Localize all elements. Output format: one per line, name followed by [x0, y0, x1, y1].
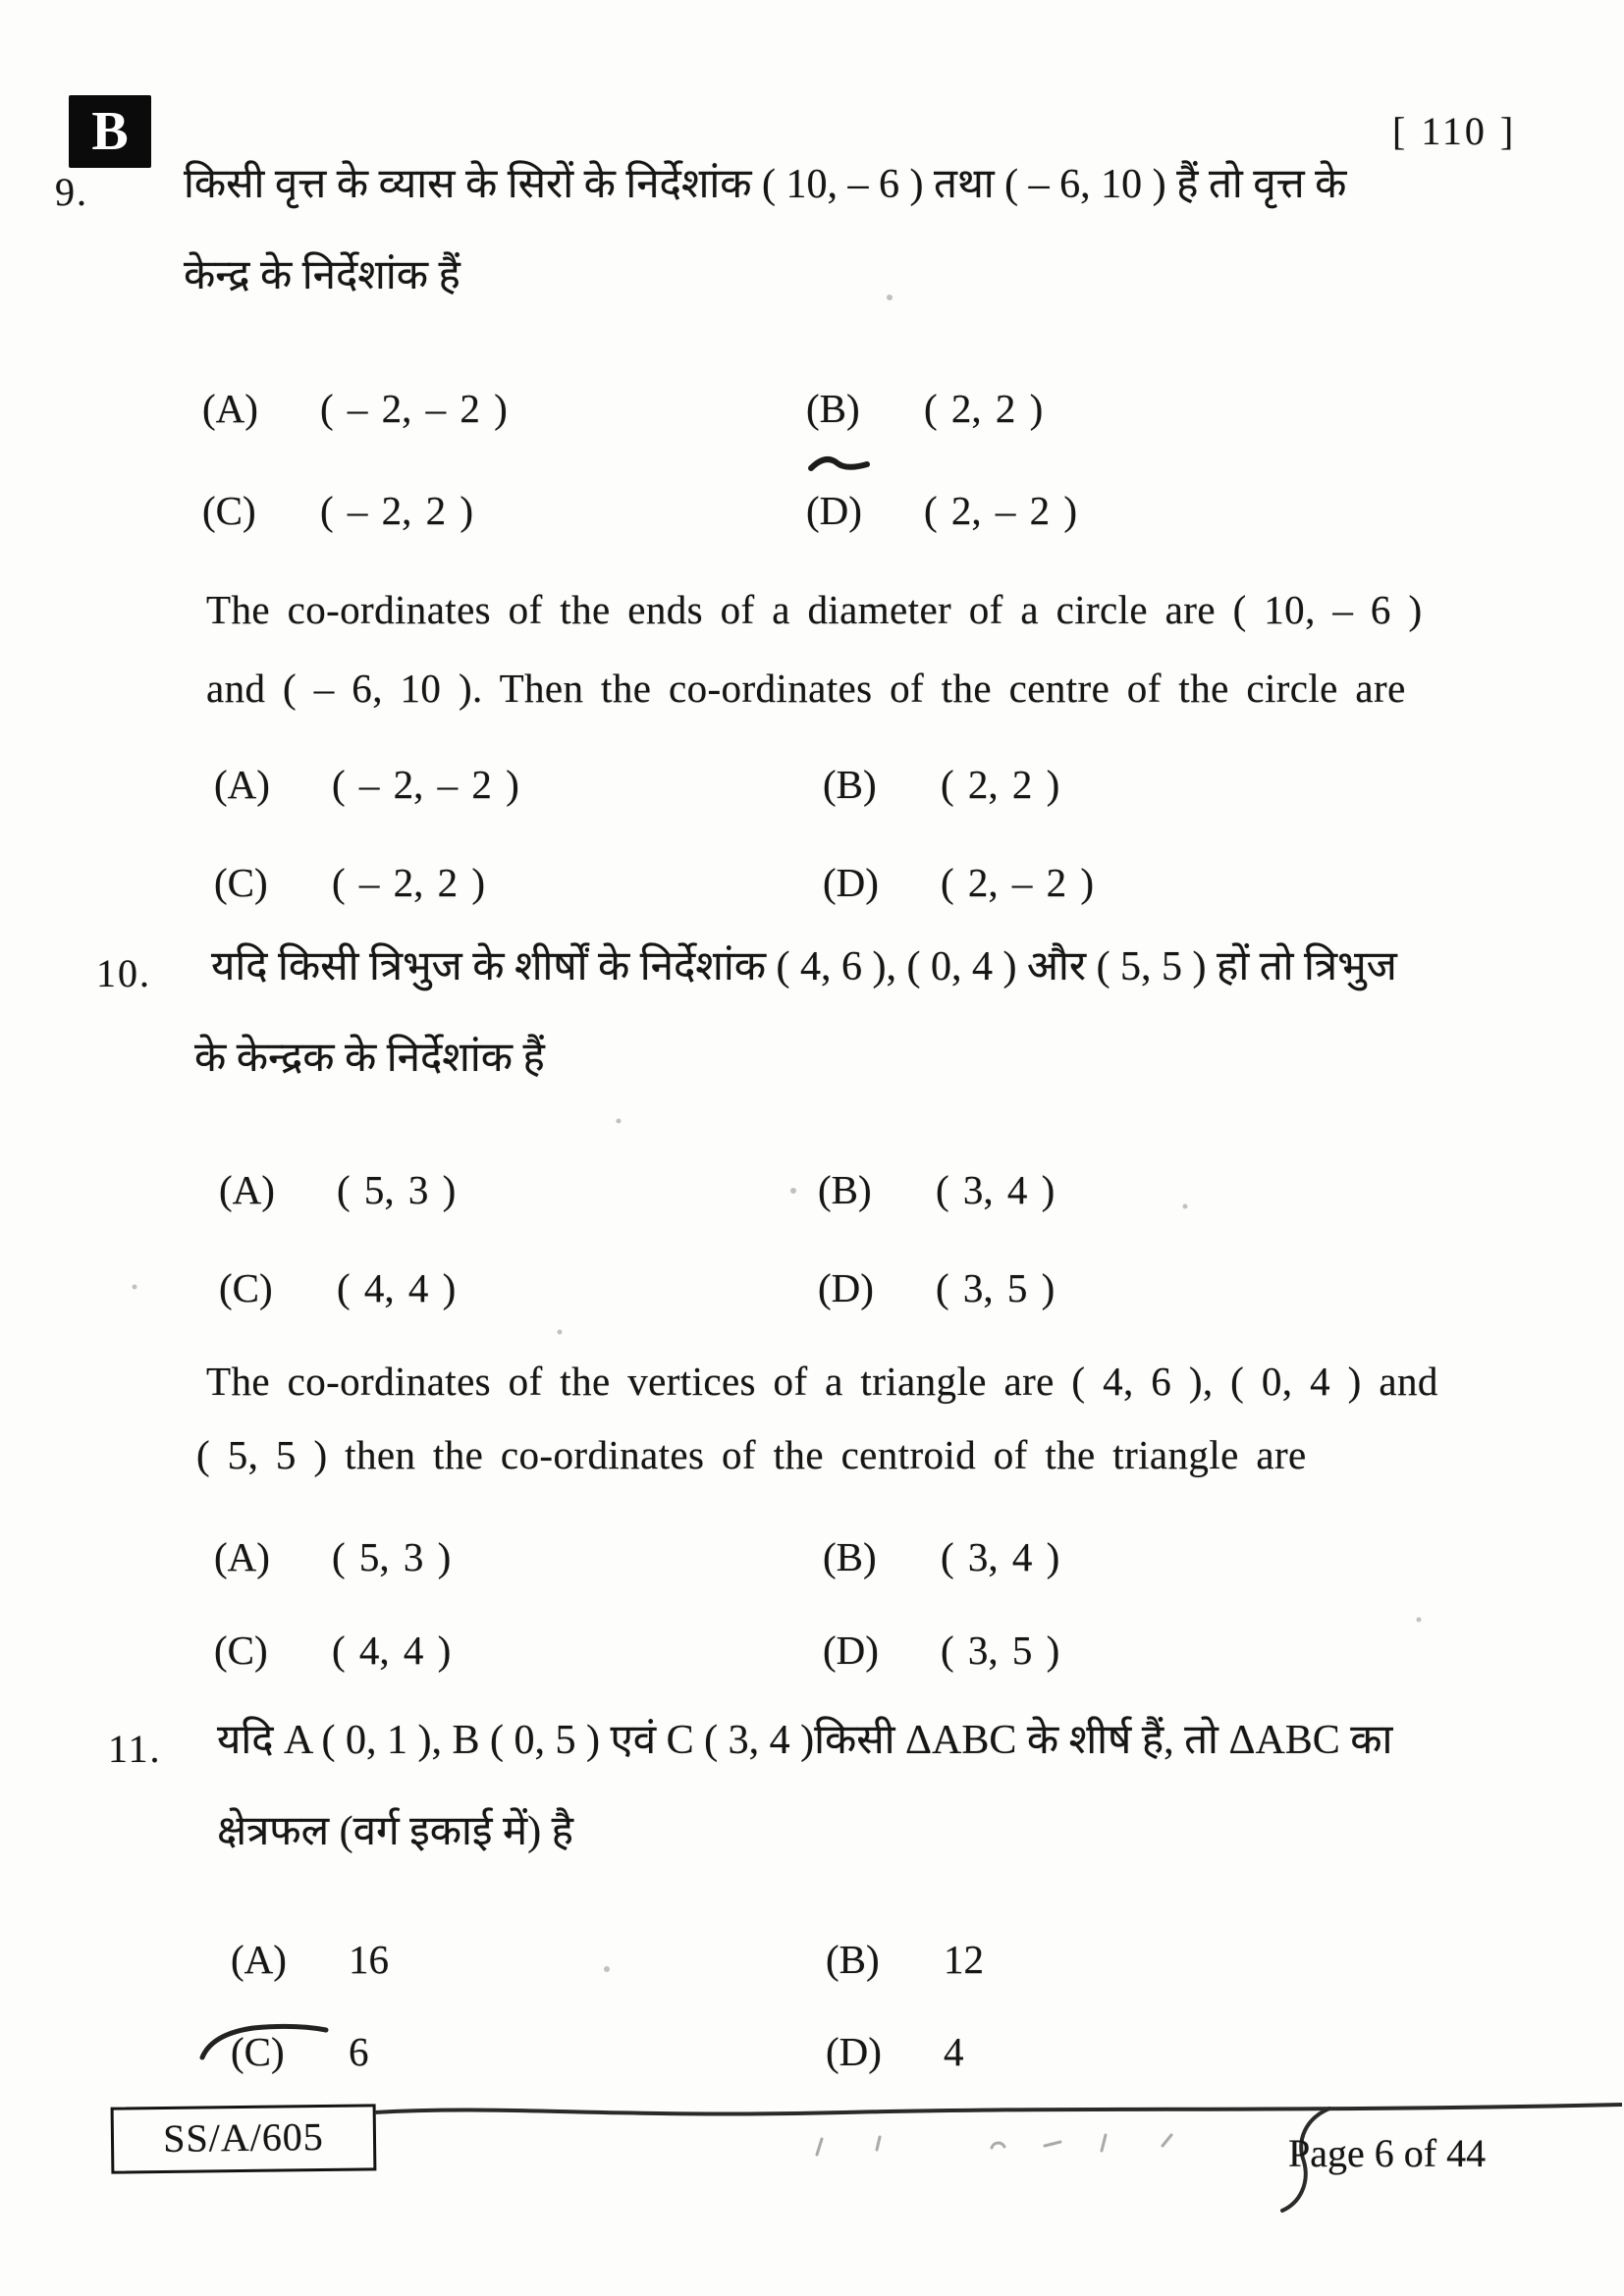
option-d — [826, 2028, 964, 2075]
option-value: 4 — [944, 2029, 964, 2074]
option-value: ( 4, 4 ) — [332, 1628, 452, 1673]
option-value: ( 3, 5 ) — [941, 1628, 1060, 1673]
option-c-english — [214, 859, 485, 906]
option-label: (A) — [219, 1167, 275, 1212]
option-a-english — [214, 1533, 451, 1580]
question-text-hindi: के केन्द्रक के निर्देशांक हैं — [194, 1036, 545, 1081]
option-label: (C) — [202, 488, 256, 533]
option-label: (D) — [826, 2029, 882, 2074]
option-value: ( – 2, 2 ) — [320, 488, 474, 533]
option-value: ( 3, 5 ) — [936, 1265, 1056, 1310]
option-value: 12 — [944, 1937, 984, 1982]
question-text-english: ( 5, 5 ) then the co-ordinates of the centroid of the triangle are — [196, 1432, 1307, 1477]
option-value: ( – 2, – 2 ) — [320, 386, 508, 431]
option-value: ( 2, 2 ) — [924, 386, 1044, 431]
question-text-hindi: यदि A ( 0, 1 ), B ( 0, 5 ) एवं C ( 3, 4 )किसी ΔABC के शीर्ष हैं, तो ΔABC का — [217, 1718, 1393, 1763]
option-b-hindi — [806, 385, 1043, 432]
option-b — [826, 1936, 984, 1983]
option-c-english — [214, 1627, 451, 1674]
option-label: (C) — [219, 1265, 273, 1310]
option-label: (A) — [214, 1534, 270, 1579]
faint-pen-marks — [817, 2135, 1171, 2155]
page-number-label: Page 6 of 44 — [1288, 2131, 1487, 2175]
option-label: (C) — [214, 860, 268, 905]
option-value: ( 4, 4 ) — [337, 1265, 457, 1310]
question-text-english: and ( – 6, 10 ). Then the co-ordinates of the centre of the circle are — [206, 666, 1406, 711]
option-c-hindi — [219, 1264, 456, 1311]
option-value: ( 2, – 2 ) — [941, 860, 1095, 905]
pen-tick-under-option-b — [811, 459, 867, 468]
question-number: 9. — [55, 170, 88, 214]
option-b-english — [823, 761, 1059, 808]
option-label: (A) — [231, 1937, 287, 1982]
booklet-code: SS/A/605 — [162, 2114, 325, 2161]
option-label: (C) — [231, 2029, 285, 2074]
option-label: (B) — [823, 1534, 877, 1579]
question-text-hindi: क्षेत्रफल (वर्ग इकाई में) है — [217, 1809, 573, 1854]
question-text-hindi: केन्द्र के निर्देशांक हैं — [184, 253, 460, 298]
option-label: (B) — [818, 1167, 872, 1212]
option-value: ( 5, 3 ) — [332, 1534, 452, 1579]
option-c-hindi — [202, 487, 473, 534]
option-d-hindi — [806, 487, 1077, 534]
option-label: (C) — [214, 1628, 268, 1673]
footer-rule — [373, 2105, 1622, 2114]
option-value: 16 — [349, 1937, 389, 1982]
option-a-english — [214, 761, 519, 808]
question-text-hindi: किसी वृत्त के व्यास के सिरों के निर्देशांक ( 10, – 6 ) तथा ( – 6, 10 ) हैं तो वृत्त के — [184, 162, 1347, 207]
option-c — [231, 2028, 369, 2075]
option-value: 6 — [349, 2029, 369, 2074]
option-b-hindi — [818, 1166, 1055, 1213]
page-ref-number: [ 110 ] — [1392, 109, 1517, 153]
option-a-hindi — [219, 1166, 456, 1213]
option-label: (A) — [214, 762, 270, 807]
option-value: ( – 2, – 2 ) — [332, 762, 519, 807]
option-b-english — [823, 1533, 1059, 1580]
option-value: ( – 2, 2 ) — [332, 860, 486, 905]
option-value: ( 2, 2 ) — [941, 762, 1060, 807]
question-text-english: The co-ordinates of the vertices of a triangle are ( 4, 6 ), ( 0, 4 ) and — [206, 1359, 1438, 1404]
option-label: (B) — [826, 1937, 880, 1982]
option-label: (B) — [823, 762, 877, 807]
question-text-hindi: यदि किसी त्रिभुज के शीर्षों के निर्देशांक ( 4, 6 ), ( 0, 4 ) और ( 5, 5 ) हों तो त्रिभुज — [211, 944, 1397, 989]
option-d-hindi — [818, 1264, 1055, 1311]
section-badge: B — [69, 95, 151, 168]
question-number: 11. — [108, 1727, 162, 1771]
option-d-english — [823, 859, 1094, 906]
option-value: ( 3, 4 ) — [941, 1534, 1060, 1579]
option-label: (B) — [806, 386, 860, 431]
option-a — [231, 1936, 389, 1983]
option-value: ( 3, 4 ) — [936, 1167, 1056, 1212]
option-value: ( 2, – 2 ) — [924, 488, 1078, 533]
booklet-code-box — [111, 2104, 377, 2173]
question-number: 10. — [96, 951, 151, 995]
option-label: (D) — [823, 1628, 879, 1673]
option-value: ( 5, 3 ) — [337, 1167, 457, 1212]
option-label: (D) — [823, 860, 879, 905]
option-label: (D) — [806, 488, 862, 533]
question-text-english: The co-ordinates of the ends of a diameter of a circle are ( 10, – 6 ) — [206, 587, 1423, 632]
option-label: (A) — [202, 386, 258, 431]
option-label: (D) — [818, 1265, 874, 1310]
option-d-english — [823, 1627, 1059, 1674]
option-a-hindi — [202, 385, 508, 432]
